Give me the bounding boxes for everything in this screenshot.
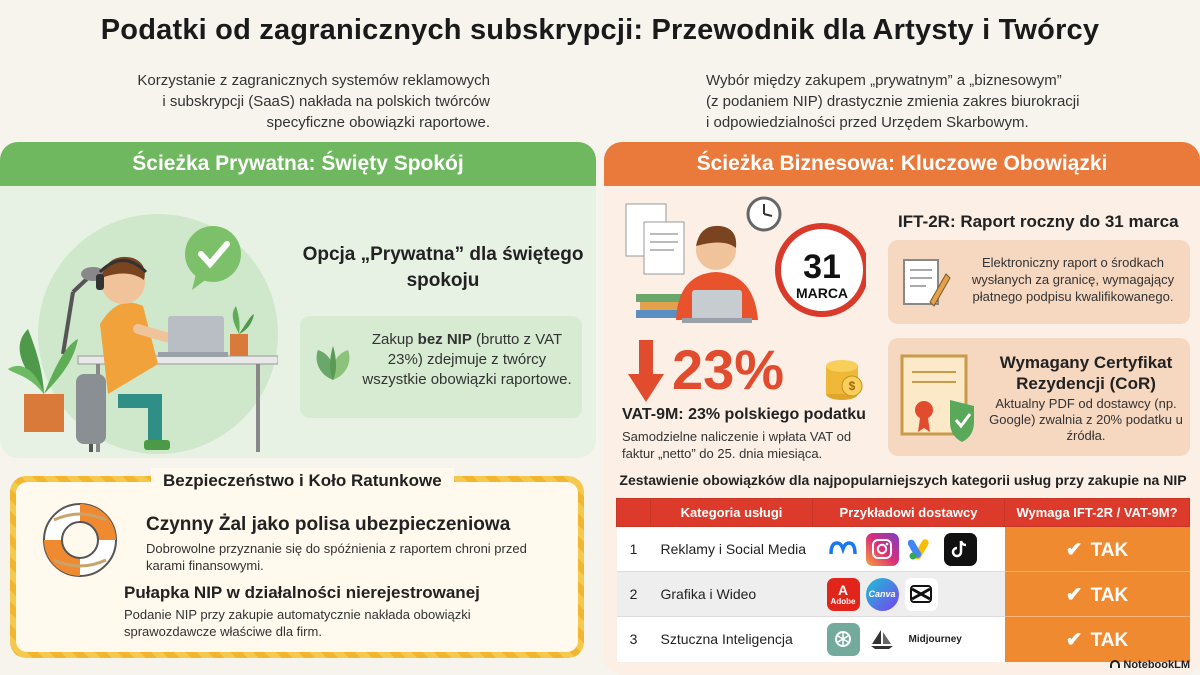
business-path-header: Ścieżka Biznesowa: Kluczowe Obowiązki bbox=[604, 142, 1200, 186]
table-title: Zestawienie obowiązków dla najpopularniejszych kategorii usług przy zakupie na NIP bbox=[619, 472, 1187, 488]
requires-cell: ✔ TAK bbox=[1005, 527, 1190, 572]
private-option-box bbox=[300, 316, 582, 418]
coins-icon bbox=[824, 346, 864, 402]
person-at-laptop-illustration bbox=[8, 194, 278, 456]
nip-trap-title: Pułapka NIP w działalności nierejestrowanej bbox=[124, 583, 480, 602]
capcut-logo bbox=[905, 578, 938, 611]
header-providers: Przykładowi dostawcy bbox=[813, 499, 1005, 527]
private-path-header: Ścieżka Prywatna: Święty Spokój bbox=[0, 142, 596, 186]
checkmark-icon: ✔ bbox=[1065, 538, 1083, 561]
ift-title: IFT-2R: Raport roczny do 31 marca bbox=[898, 212, 1179, 231]
cor-text: Aktualny PDF od dostawcy (np. Google) zwalnia z 20% podatku u źródła. bbox=[989, 396, 1183, 443]
checkmark-icon: ✔ bbox=[1065, 628, 1083, 651]
intro-left: Korzystanie z zagranicznych systemów reklamowych i subskrypcji (SaaS) nakłada na polskich twórców specyficzne obowiązki raportowe. bbox=[137, 72, 490, 131]
safety-title: Bezpieczeństwo i Koło Ratunkowe bbox=[151, 468, 454, 494]
table-row: 2 Grafika i Wideo A Adobe Canva ✔ TAK bbox=[617, 572, 1190, 617]
table-row: 1 Reklamy i Social Media ✔ TAK bbox=[617, 527, 1190, 572]
google-ads-logo bbox=[905, 533, 938, 566]
business-path-panel bbox=[604, 142, 1200, 675]
private-path-panel bbox=[0, 142, 596, 458]
vat-graphic bbox=[626, 338, 870, 408]
openai-logo bbox=[827, 623, 860, 656]
canva-logo: Canva bbox=[866, 578, 899, 611]
requires-cell: ✔ TAK bbox=[1005, 572, 1190, 617]
table-header-row bbox=[617, 499, 1190, 527]
instagram-logo bbox=[866, 533, 899, 566]
header-num bbox=[617, 499, 651, 527]
leaf-icon bbox=[310, 340, 356, 386]
active-regret-text: Dobrowolne przyznanie się do spóźnienia z raportem chroni przed karami finansowymi. bbox=[146, 541, 527, 573]
vat-title: VAT-9M: 23% polskiego podatku bbox=[622, 406, 866, 423]
requires-cell: ✔ TAK bbox=[1005, 617, 1190, 662]
ift-box bbox=[888, 240, 1190, 324]
private-option-text: Zakup bez NIP (brutto z VAT 23%) zdejmuje z twórcy wszystkie obowiązki raportowe. bbox=[362, 331, 572, 388]
page-title: Podatki od zagranicznych subskrypcji: Przewodnik dla Artysty i Twórcy bbox=[100, 14, 1100, 46]
midjourney-logo: Midjourney bbox=[908, 633, 962, 645]
intro-right: Wybór między zakupem „prywatnym” a „biznesowym” (z podaniem NIP) drastycznie zmienia zakres biurokracji i odpowiedzialności przed Urzędem Skarbowym. bbox=[706, 72, 1080, 131]
arrow-down-icon bbox=[626, 340, 666, 404]
obligations-table bbox=[616, 498, 1190, 662]
svg-text:$: $ bbox=[848, 379, 856, 393]
adobe-logo: A Adobe bbox=[827, 578, 860, 611]
cor-box bbox=[888, 338, 1190, 456]
active-regret-title: Czynny Żal jako polisa ubezpieczeniowa bbox=[146, 514, 511, 535]
sailboat-logo bbox=[866, 623, 899, 656]
calendar-day: 31 bbox=[803, 248, 841, 286]
nip-trap-text: Podanie NIP przy zakupie automatycznie nakłada obowiązki sprawozdawcze właściwe dla firm. bbox=[124, 607, 471, 639]
tiktok-logo bbox=[944, 533, 977, 566]
cor-title: Wymagany Certyfikat Rezydencji (CoR) bbox=[999, 353, 1173, 393]
lifebuoy-icon bbox=[40, 500, 120, 580]
safety-section bbox=[10, 471, 584, 658]
meta-logo bbox=[827, 533, 860, 566]
private-option-title: Opcja „Prywatna” dla świętego spokoju bbox=[302, 244, 584, 291]
header-category: Kategoria usługi bbox=[651, 499, 813, 527]
calendar-month: MARCA bbox=[795, 285, 849, 301]
checkmark-icon: ✔ bbox=[1065, 583, 1083, 606]
notebooklm-icon bbox=[1110, 660, 1120, 668]
table-row: 3 Sztuczna Inteligencja Midjourney ✔ TAK bbox=[617, 617, 1190, 662]
notebooklm-brand: NotebookLM bbox=[1110, 659, 1190, 671]
header-requires: Wymaga IFT-2R / VAT-9M? bbox=[1005, 499, 1190, 527]
vat-percent: 23% bbox=[672, 338, 785, 401]
document-pen-icon bbox=[900, 254, 952, 310]
vat-text: Samodzielne naliczenie i wpłata VAT od faktur „netto” do 25. dnia miesiąca. bbox=[622, 429, 852, 461]
certificate-shield-icon bbox=[898, 352, 982, 444]
business-person-calendar-illustration bbox=[616, 194, 866, 326]
ift-text: Elektroniczny raport o środkach wysłanych za granicę, wymagający płatnego podpisu kwalifikowanego. bbox=[971, 255, 1175, 304]
